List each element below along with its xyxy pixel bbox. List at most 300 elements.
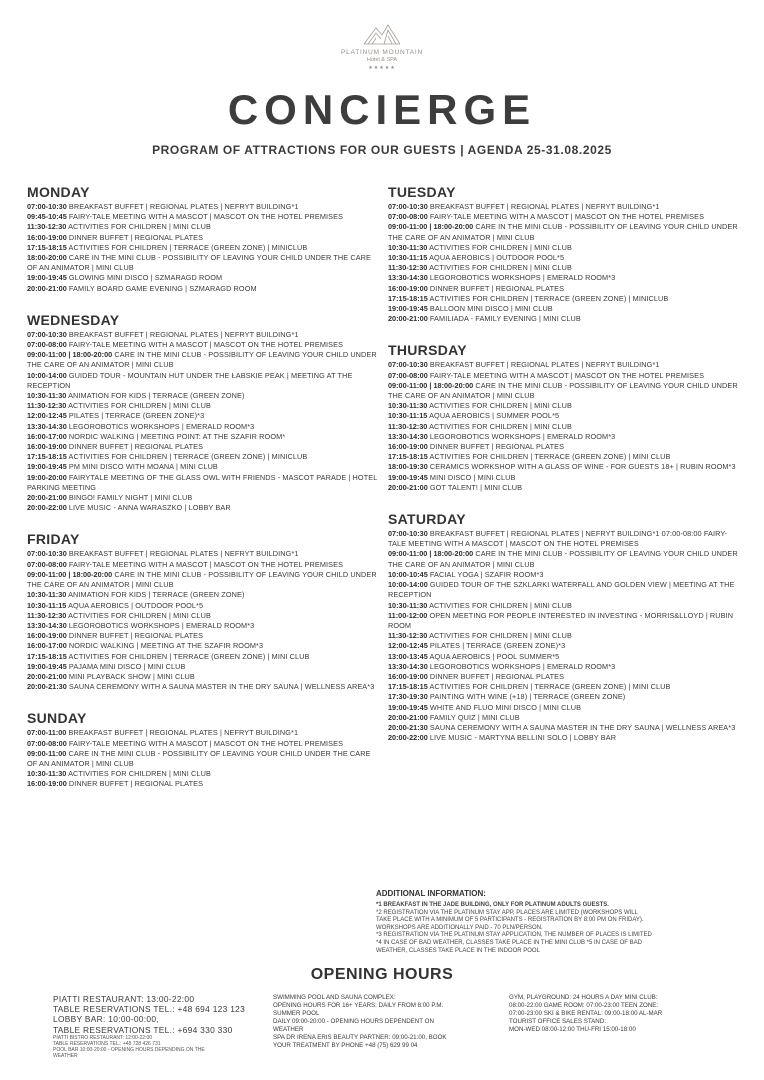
event-time: 09:00-11:00 bbox=[27, 748, 67, 758]
event-time: 07:00-11:00 bbox=[27, 728, 67, 738]
event-time: 20:00-22:00 bbox=[388, 733, 428, 743]
opening-hours-title: OPENING HOURS bbox=[310, 966, 454, 983]
event-time: 13:00-13:45 bbox=[388, 651, 428, 661]
event-description: FAIRY-TALE MEETING WITH A MASCOT | MASCOT ON THE HOTEL PREMISES bbox=[66, 559, 344, 569]
text-line: OPENING HOURS FOR 16+ YEARS: DAILY FROM 8:00 P.M. bbox=[273, 1002, 444, 1009]
event-item bbox=[388, 662, 740, 672]
event-time: 16:00-17:00 bbox=[27, 641, 67, 651]
event-time: 12:00-12:45 bbox=[388, 641, 428, 651]
event-item bbox=[27, 273, 379, 283]
event-item bbox=[27, 621, 379, 631]
event-description: LIVE MUSIC - MARTYNA BELLINI SOLO | LOBBY BAR bbox=[427, 733, 617, 743]
text-line: SWIMMING POOL AND SAUNA COMPLEX: bbox=[273, 994, 396, 1001]
day-sunday bbox=[27, 710, 379, 789]
event-item bbox=[27, 462, 379, 472]
event-time: 19:00-19:45 bbox=[388, 472, 428, 482]
event-time: 13:30-14:30 bbox=[388, 431, 428, 441]
event-time: 11:30-12:30 bbox=[27, 401, 67, 411]
event-item bbox=[388, 202, 740, 212]
event-description: BREAKFAST BUFFET | REGIONAL PLATES | NEFRYT BUILDING*1 bbox=[66, 202, 299, 211]
event-description: BREAKFAST BUFFET | REGIONAL PLATES | NEFRYT BUILDING*1 bbox=[66, 728, 299, 738]
event-item bbox=[388, 422, 740, 432]
event-time: 10:30-11:30 bbox=[388, 600, 428, 610]
event-description: AQUA AEROBICS | OUTDOOR POOL*5 bbox=[427, 253, 565, 263]
event-item bbox=[388, 483, 740, 493]
event-description: LEGOROBOTICS WORKSHOPS | EMERALD ROOM*3 bbox=[427, 661, 616, 671]
event-item bbox=[27, 590, 379, 600]
event-item bbox=[27, 212, 379, 222]
event-description: ACTIVITIES FOR CHILDREN | TERRACE (GREEN ZONE) | MINI CLUB bbox=[427, 682, 671, 692]
event-time: 16:00-19:00 bbox=[27, 631, 67, 641]
event-time: 07:00-08:00 bbox=[27, 340, 67, 350]
event-description: FACIAL YOGA | SZAFIR ROOM*3 bbox=[427, 569, 544, 579]
event-item bbox=[388, 601, 740, 611]
text-line: POOL BAR 10:00-20:00 - OPENING HOURS DEPENDING ON THE bbox=[53, 1046, 205, 1053]
event-time: 10:00-14:00 bbox=[27, 370, 67, 380]
event-item bbox=[388, 549, 740, 569]
text-line: YOUR TREATMENT BY PHONE +48 (75) 629 99 04 bbox=[273, 1042, 418, 1049]
event-time: 13:30-14:30 bbox=[27, 620, 67, 630]
event-description: ACTIVITIES FOR CHILDREN | MINI CLUB bbox=[66, 769, 211, 779]
event-time: 13:30-14:30 bbox=[388, 273, 428, 283]
event-description: FAIRY-TALE MEETING WITH A MASCOT | MASCOT ON THE HOTEL PREMISES bbox=[66, 738, 344, 748]
event-time: 07:00-08:00 bbox=[388, 212, 428, 222]
event-item bbox=[27, 243, 379, 253]
mountain-logo-icon bbox=[362, 22, 402, 46]
event-item bbox=[388, 452, 740, 462]
page-subtitle: PROGRAM OF ATTRACTIONS FOR OUR GUESTS | AGENDA 25-31.08.2025 bbox=[152, 143, 612, 157]
event-time: 07:00-10:30 bbox=[388, 529, 428, 539]
text-line: DAILY 09:00-20:00 - OPENING HOURS DEPENDENT ON bbox=[273, 1018, 434, 1025]
event-description: ACTIVITIES FOR CHILDREN | TERRACE (GREEN ZONE) | MINICLUB bbox=[66, 242, 308, 252]
event-time: 11:30-12:30 bbox=[27, 610, 67, 620]
event-item bbox=[27, 371, 379, 391]
day-wednesday bbox=[27, 312, 379, 514]
event-time: 10:30-11:30 bbox=[388, 242, 428, 252]
event-item bbox=[388, 442, 740, 452]
event-description: BALLOON MINI DISCO | MINI CLUB bbox=[427, 304, 553, 314]
event-description: ACTIVITIES FOR CHILDREN | MINI CLUB bbox=[427, 631, 572, 641]
text-line: SPA DR IRENA ERIS BEAUTY PARTNER: 09:00-21:00, BOOK bbox=[273, 1034, 447, 1041]
event-item bbox=[27, 570, 379, 590]
event-description: DINNER BUFFET | REGIONAL PLATES bbox=[427, 671, 565, 681]
event-description: CARE IN THE MINI CLUB - POSSIBILITY OF LEAVING YOUR CHILD UNDER THE CARE OF AN ANIMATOR | MINI CLUB bbox=[388, 380, 738, 401]
event-item bbox=[27, 222, 379, 232]
event-time: 16:00-19:00 bbox=[27, 442, 67, 452]
event-item bbox=[388, 273, 740, 283]
event-time: 10:30-11:15 bbox=[27, 600, 67, 610]
event-description: CERAMICS WORKSHOP WITH A GLASS OF WINE - FOR GUESTS 18+ | RUBIN ROOM*3 bbox=[427, 462, 736, 472]
hotel-logo bbox=[0, 22, 764, 71]
opening-hours-facilities bbox=[509, 994, 729, 1034]
event-time: 09:00-11:00 | 18:00-20:00 bbox=[388, 222, 474, 232]
event-time: 11:30-12:30 bbox=[388, 631, 428, 641]
event-description: ACTIVITIES FOR CHILDREN | MINI CLUB bbox=[427, 600, 572, 610]
event-time: 18:00-19:30 bbox=[388, 462, 428, 472]
event-item bbox=[388, 570, 740, 580]
text-line: SUMMER POOL bbox=[273, 1010, 320, 1017]
schedule-left-column bbox=[27, 184, 379, 808]
event-time: 07:00-10:30 bbox=[27, 549, 67, 559]
event-time: 19:00-19:45 bbox=[388, 304, 428, 314]
event-description: LEGOROBOTICS WORKSHOPS | EMERALD ROOM*3 bbox=[66, 421, 255, 431]
event-description: NORDIC WALKING | MEETING AT THE SZAFIR ROOM*3 bbox=[66, 641, 264, 651]
additional-info-title: ADDITIONAL INFORMATION: bbox=[376, 889, 486, 898]
event-time: 20:00-21:00 bbox=[27, 493, 67, 503]
event-description: ACTIVITIES FOR CHILDREN | TERRACE (GREEN ZONE) | MINI CLUB bbox=[427, 452, 671, 462]
event-description: GLOWING MINI DISCO | SZMARAGD ROOM bbox=[66, 273, 223, 283]
event-time: 09:00-11:00 | 18:00-20:00 bbox=[27, 569, 113, 579]
event-description: ACTIVITIES FOR CHILDREN | MINI CLUB bbox=[66, 610, 211, 620]
text-line: LOBBY BAR: 10:00-00:00, bbox=[53, 1014, 159, 1025]
event-item bbox=[27, 411, 379, 421]
event-time: 17:15-18:15 bbox=[27, 452, 67, 462]
event-item bbox=[27, 769, 379, 779]
event-time: 16:00-19:00 bbox=[27, 232, 67, 242]
event-time: 12:00-12:45 bbox=[27, 411, 67, 421]
event-item bbox=[388, 723, 740, 733]
event-time: 16:00-19:00 bbox=[388, 671, 428, 681]
event-item bbox=[388, 381, 740, 401]
event-description: CARE IN THE MINI CLUB - POSSIBILITY OF LEAVING YOUR CHILD UNDER THE CARE OF AN ANIMATOR | MINI CLUB bbox=[27, 569, 377, 590]
event-item bbox=[388, 631, 740, 641]
event-item bbox=[388, 713, 740, 723]
event-item bbox=[27, 662, 379, 672]
event-description: CARE IN THE MINI CLUB - POSSIBILITY OF LEAVING YOUR CHILD UNDER THE CARE OF AN ANIMATOR | MINI CLUB bbox=[388, 549, 738, 569]
event-item bbox=[27, 452, 379, 462]
event-time: 17:15-18:15 bbox=[27, 242, 67, 252]
event-description: CARE IN THE MINI CLUB - POSSIBILITY OF LEAVING YOUR CHILD UNDER THE CARE OF AN ANIMATOR | MINI CLUB bbox=[27, 748, 371, 768]
brand-name: PLATINUM MOUNTAIN bbox=[341, 49, 423, 56]
event-description: ACTIVITIES FOR CHILDREN | MINI CLUB bbox=[66, 401, 211, 411]
event-time: 10:00-10:45 bbox=[388, 569, 428, 579]
event-item bbox=[27, 330, 379, 340]
event-description: ACTIVITIES FOR CHILDREN | MINI CLUB bbox=[427, 263, 572, 273]
event-time: 09:00-11:00 | 18:00-20:00 bbox=[388, 380, 474, 390]
event-time: 16:00-19:00 bbox=[27, 779, 67, 789]
event-item bbox=[27, 202, 379, 212]
event-time: 07:00-10:30 bbox=[388, 202, 428, 211]
event-description: AQUA AEROBICS | SUMMER POOL*5 bbox=[427, 411, 560, 421]
event-time: 11:30-12:30 bbox=[388, 263, 428, 273]
event-description: ANIMATION FOR KIDS | TERRACE (GREEN ZONE) bbox=[66, 590, 245, 600]
event-time: 10:30-11:15 bbox=[388, 253, 428, 263]
brand-subtitle: Hotel & SPA bbox=[366, 57, 398, 63]
event-description: BREAKFAST BUFFET | REGIONAL PLATES | NEFRYT BUILDING*1 bbox=[66, 549, 299, 559]
event-item bbox=[388, 611, 740, 631]
event-time: 19:00-19:45 bbox=[388, 702, 428, 712]
event-description: PILATES | TERRACE (GREEN ZONE)*3 bbox=[66, 411, 205, 421]
text-line: TABLE RESERVATIONS TEL.: +48 694 123 123 bbox=[53, 1004, 246, 1015]
event-item bbox=[27, 503, 379, 513]
text-line: WEATHER, CLASSES TAKE PLACE IN THE INDOOR POOL bbox=[376, 947, 540, 954]
text-line: *4 IN CASE OF BAD WEATHER, CLASSES TAKE PLACE IN THE MINI CLUB *5 IN CASE OF BAD bbox=[376, 939, 642, 946]
event-description: FAIRY-TALE MEETING WITH A MASCOT | MASCOT ON THE HOTEL PREMISES bbox=[427, 370, 705, 380]
event-time: 07:00-10:30 bbox=[388, 360, 428, 370]
text-line: WORKSHOPS ARE ADDITIONALLY PAID - 70 PLN/PERSON. bbox=[376, 924, 543, 931]
event-time: 19:00-19:45 bbox=[27, 661, 67, 671]
event-item bbox=[388, 473, 740, 483]
event-description: ACTIVITIES FOR CHILDREN | MINI CLUB bbox=[66, 222, 211, 232]
event-item bbox=[388, 672, 740, 682]
event-description: ACTIVITIES FOR CHILDREN | MINI CLUB bbox=[427, 401, 572, 411]
text-line: TABLE RESERVATIONS TEL.: +694 330 330 bbox=[53, 1024, 233, 1035]
opening-hours-restaurants bbox=[53, 994, 268, 1059]
event-time: 17:30-19:30 bbox=[388, 692, 428, 702]
event-description: ACTIVITIES FOR CHILDREN | TERRACE (GREEN ZONE) | MINI CLUB bbox=[66, 651, 310, 661]
event-time: 13:30-14:30 bbox=[388, 661, 428, 671]
event-time: 10:30-11:15 bbox=[388, 411, 428, 421]
event-description: DINNER BUFFET | REGIONAL PLATES bbox=[66, 631, 204, 641]
event-description: BINGO! FAMILY NIGHT | MINI CLUB bbox=[66, 493, 193, 503]
day-friday bbox=[27, 531, 379, 692]
event-description: DINNER BUFFET | REGIONAL PLATES bbox=[427, 442, 565, 452]
event-time: 20:00-21:00 bbox=[27, 283, 67, 293]
event-description: LEGOROBOTICS WORKSHOPS | EMERALD ROOM*3 bbox=[427, 273, 616, 283]
event-description: FAIRYTALE MEETING OF THE GLASS OWL WITH FRIENDS - MASCOT PARADE | HOTEL PARKING MEETING bbox=[27, 472, 378, 492]
event-item bbox=[27, 631, 379, 641]
event-description: GOT TALENT! | MINI CLUB bbox=[427, 482, 523, 492]
event-item bbox=[388, 253, 740, 263]
star-rating: ★★★★★ bbox=[368, 65, 396, 71]
event-time: 20:00-21:30 bbox=[388, 722, 428, 732]
day-saturday bbox=[388, 511, 740, 743]
event-time: 07:00-08:00 bbox=[27, 738, 67, 748]
event-item bbox=[27, 473, 379, 493]
event-item bbox=[388, 529, 740, 549]
event-item bbox=[27, 641, 379, 651]
event-description: ACTIVITIES FOR CHILDREN | MINI CLUB bbox=[427, 421, 572, 431]
event-description: PM MINI DISCO WITH MOANA | MINI CLUB bbox=[66, 462, 218, 472]
event-description: AQUA AEROBICS | OUTDOOR POOL*5 bbox=[66, 600, 204, 610]
event-description: ANIMATION FOR KIDS | TERRACE (GREEN ZONE) bbox=[66, 391, 245, 401]
event-time: 11:00-12:00 bbox=[388, 610, 428, 620]
event-time: 11:30-12:30 bbox=[27, 222, 67, 232]
event-description: AQUA AEROBICS | POOL SUMMER*5 bbox=[427, 651, 560, 661]
event-item bbox=[388, 243, 740, 253]
text-line: *2 REGISTRATION VIA THE PLATINUM STAY APP, PLACES ARE LIMITED (WORKSHOPS WILL bbox=[376, 909, 638, 916]
event-description: ACTIVITIES FOR CHILDREN | TERRACE (GREEN ZONE) | MINICLUB bbox=[66, 452, 308, 462]
event-description: CARE IN THE MINI CLUB - POSSIBILITY OF LEAVING YOUR CHILD UNDER THE CARE OF AN ANIMATOR | MINI CLUB bbox=[27, 253, 371, 273]
event-item bbox=[27, 442, 379, 452]
event-time: 16:00-19:00 bbox=[388, 283, 428, 293]
event-time: 17:15-18:15 bbox=[388, 452, 428, 462]
day-heading: FRIDAY bbox=[27, 531, 80, 548]
text-line: TABLE RESERVATIONS TEL.: +48 728 426 731 bbox=[53, 1040, 161, 1047]
text-line: MON-WED 08:00-12:00 THU-FRI 15:00-18:00 bbox=[509, 1026, 636, 1033]
event-item bbox=[388, 703, 740, 713]
event-item bbox=[27, 422, 379, 432]
event-time: 20:00-21:00 bbox=[388, 712, 428, 722]
day-heading: WEDNESDAY bbox=[27, 311, 120, 328]
event-item bbox=[388, 682, 740, 692]
text-line: *1 BREAKFAST IN THE JADE BUILDING, ONLY FOR PLATINUM ADULTS GUESTS. bbox=[376, 902, 609, 908]
event-item bbox=[27, 601, 379, 611]
event-time: 07:00-08:00 bbox=[388, 370, 428, 380]
event-description: FAMILIADA - FAMILY EVENING | MINI CLUB bbox=[427, 314, 581, 324]
event-item bbox=[388, 411, 740, 421]
text-line: 07:00-23:00 SKI & BIKE RENTAL: 09:00-18:00 AL-MAR bbox=[509, 1010, 663, 1017]
event-item bbox=[388, 432, 740, 442]
event-description: LIVE MUSIC - ANNA WARASZKO | LOBBY BAR bbox=[66, 503, 231, 513]
event-time: 10:30-11:30 bbox=[388, 401, 428, 411]
day-heading: THURSDAY bbox=[388, 342, 467, 359]
event-item bbox=[388, 360, 740, 370]
event-item bbox=[27, 493, 379, 503]
schedule-right-column bbox=[388, 184, 740, 761]
event-item bbox=[27, 284, 379, 294]
event-description: MINI DISCO | MINI CLUB bbox=[427, 472, 516, 482]
text-line: WEATHER bbox=[53, 1052, 78, 1059]
event-description: GUIDED TOUR - MOUNTAIN HUT UNDER THE ŁABSKIE PEAK | MEETING AT THE RECEPTION bbox=[27, 370, 353, 390]
event-time: 09:00-11:00 | 18:00-20:00 bbox=[27, 350, 113, 360]
event-time: 16:00-17:00 bbox=[27, 431, 67, 441]
event-item bbox=[27, 549, 379, 559]
event-time: 18:00-20:00 bbox=[27, 253, 67, 263]
event-time: 20:00-21:30 bbox=[27, 682, 67, 692]
event-description: LEGOROBOTICS WORKSHOPS | EMERALD ROOM*3 bbox=[66, 620, 255, 630]
event-item bbox=[388, 371, 740, 381]
event-description: DINNER BUFFET | REGIONAL PLATES bbox=[66, 232, 204, 242]
event-item bbox=[27, 739, 379, 749]
event-item bbox=[27, 682, 379, 692]
event-item bbox=[27, 391, 379, 401]
text-line: PIATTI RESTAURANT: 13:00-22:00 bbox=[53, 994, 195, 1004]
event-item bbox=[27, 401, 379, 411]
page-title: CONCIERGE bbox=[227, 86, 537, 133]
event-item bbox=[388, 641, 740, 651]
event-time: 10:30-11:30 bbox=[27, 769, 67, 779]
event-description: FAMILY BOARD GAME EVENING | SZMARAGD ROOM bbox=[66, 283, 257, 293]
text-line: TOURIST OFFICE SALES STAND: bbox=[509, 1018, 606, 1025]
day-monday bbox=[27, 184, 379, 294]
event-item bbox=[27, 611, 379, 621]
event-time: 10:30-11:30 bbox=[27, 391, 67, 401]
event-description: BREAKFAST BUFFET | REGIONAL PLATES | NEFRYT BUILDING*1 bbox=[427, 360, 660, 370]
event-time: 17:15-18:15 bbox=[388, 682, 428, 692]
day-heading: TUESDAY bbox=[388, 184, 456, 200]
event-item bbox=[27, 728, 379, 738]
text-line: 08:00-22:00 GAME ROOM: 07:00-23:00 TEEN ZONE: bbox=[509, 1002, 659, 1009]
event-time: 11:30-12:30 bbox=[388, 421, 428, 431]
event-time: 07:00-08:00 bbox=[27, 559, 67, 569]
event-time: 19:00-19:45 bbox=[27, 462, 67, 472]
event-item bbox=[388, 580, 740, 600]
event-description: DINNER BUFFET | REGIONAL PLATES bbox=[66, 779, 204, 789]
text-line: GYM, PLAYGROUND: 24 HOURS A DAY MINI CLUB: bbox=[509, 994, 658, 1001]
event-description: FAMILY QUIZ | MINI CLUB bbox=[427, 712, 520, 722]
day-heading: MONDAY bbox=[27, 184, 90, 200]
event-time: 10:30-11:30 bbox=[27, 590, 67, 600]
additional-info-lines bbox=[376, 902, 736, 955]
event-item bbox=[27, 779, 379, 789]
opening-hours-pool-spa bbox=[273, 994, 493, 1050]
event-description: WHITE AND FLUO MINI DISCO | MINI CLUB bbox=[427, 702, 582, 712]
event-time: 17:15-18:15 bbox=[388, 293, 428, 303]
event-time: 20:00-22:00 bbox=[27, 503, 67, 513]
event-item bbox=[27, 233, 379, 243]
event-time: 09:00-11:00 | 18:00-20:00 bbox=[388, 549, 474, 559]
event-item bbox=[388, 314, 740, 324]
event-time: 10:00-14:00 bbox=[388, 580, 428, 590]
event-item bbox=[388, 733, 740, 743]
event-time: 20:00-21:00 bbox=[388, 482, 428, 492]
event-description: OPEN MEETING FOR PEOPLE INTERESTED IN INVESTING - MORRIS&LLOYD | RUBIN ROOM bbox=[388, 610, 734, 630]
additional-info bbox=[376, 889, 736, 955]
event-description: FAIRY-TALE MEETING WITH A MASCOT | MASCOT ON THE HOTEL PREMISES bbox=[66, 340, 344, 350]
event-item bbox=[27, 672, 379, 682]
event-item bbox=[27, 253, 379, 273]
event-time: 07:00-10:30 bbox=[27, 329, 67, 339]
event-item bbox=[27, 652, 379, 662]
event-item bbox=[27, 432, 379, 442]
event-description: BREAKFAST BUFFET | REGIONAL PLATES | NEFRYT BUILDING*1 07:00-08:00 FAIRY-TALE MEETING WITH A MASCOT | MASCOT ON THE HOTEL PREMISES bbox=[388, 529, 728, 549]
event-description: LEGOROBOTICS WORKSHOPS | EMERALD ROOM*3 bbox=[427, 431, 616, 441]
event-description: DINNER BUFFET | REGIONAL PLATES bbox=[66, 442, 204, 452]
event-item bbox=[388, 401, 740, 411]
event-time: 20:00-21:00 bbox=[388, 314, 428, 324]
event-description: CARE IN THE MINI CLUB - POSSIBILITY OF LEAVING YOUR CHILD UNDER THE CARE OF AN ANIMATOR | MINI CLUB bbox=[388, 222, 738, 242]
event-description: CARE IN THE MINI CLUB - POSSIBILITY OF LEAVING YOUR CHILD UNDER THE CARE OF AN ANIMATOR | MINI CLUB bbox=[27, 350, 377, 370]
event-description: BREAKFAST BUFFET | REGIONAL PLATES | NEFRYT BUILDING*1 bbox=[66, 329, 299, 339]
event-item bbox=[27, 749, 379, 769]
event-time: 19:00-19:45 bbox=[27, 273, 67, 283]
text-line: WEATHER bbox=[273, 1026, 304, 1033]
text-line: PIATTI BISTRO RESTAURANT: 12:00-22:00 bbox=[53, 1034, 153, 1041]
event-description: SAUNA CEREMONY WITH A SAUNA MASTER IN THE DRY SAUNA | WELLNESS AREA*3 bbox=[427, 722, 736, 732]
text-line: *3 REGISTRATION VIA THE PLATINUM STAY APPLICATION, THE NUMBER OF PLACES IS LIMITED bbox=[376, 932, 652, 939]
event-description: ACTIVITIES FOR CHILDREN | TERRACE (GREEN ZONE) | MINICLUB bbox=[427, 293, 669, 303]
event-description: FAIRY-TALE MEETING WITH A MASCOT | MASCOT ON THE HOTEL PREMISES bbox=[66, 212, 344, 222]
event-item bbox=[388, 263, 740, 273]
day-heading: SUNDAY bbox=[27, 710, 87, 727]
event-item bbox=[27, 560, 379, 570]
event-item bbox=[388, 304, 740, 314]
event-description: NORDIC WALKING | MEETING POINT: AT THE SZAFIR ROOM* bbox=[66, 431, 286, 441]
event-description: ACTIVITIES FOR CHILDREN | MINI CLUB bbox=[427, 242, 572, 252]
event-time: 17:15-18:15 bbox=[27, 651, 67, 661]
event-description: MINI PLAYBACK SHOW | MINI CLUB bbox=[66, 671, 195, 681]
event-time: 07:00-10:30 bbox=[27, 202, 67, 211]
event-time: 09:45-10:45 bbox=[27, 212, 67, 222]
event-time: 20:00-21:00 bbox=[27, 671, 67, 681]
event-description: PAINTING WITH WINE (+18) | TERRACE (GREEN ZONE) bbox=[427, 692, 626, 702]
event-time: 19:00-20:00 bbox=[27, 472, 67, 482]
day-heading: SATURDAY bbox=[388, 511, 466, 528]
event-description: DINNER BUFFET | REGIONAL PLATES bbox=[427, 283, 565, 293]
event-item bbox=[27, 350, 379, 370]
text-line: TAKE PLACE WITH A MINIMUM OF 5 PARTICIPANTS - REGISTRATION BY 8:00 PM ON FRIDAY). bbox=[376, 917, 644, 924]
day-tuesday bbox=[388, 184, 740, 324]
event-description: SAUNA CEREMONY WITH A SAUNA MASTER IN THE DRY SAUNA | WELLNESS AREA*3 bbox=[66, 682, 375, 692]
event-time: 16:00-19:00 bbox=[388, 442, 428, 452]
event-item bbox=[27, 340, 379, 350]
event-item bbox=[388, 284, 740, 294]
event-item bbox=[388, 222, 740, 242]
event-time: 13:30-14:30 bbox=[27, 421, 67, 431]
day-thursday bbox=[388, 342, 740, 493]
event-item bbox=[388, 462, 740, 472]
event-description: GUIDED TOUR OF THE SZKLARKI WATERFALL AND GOLDEN VIEW | MEETING AT THE RECEPTION bbox=[388, 580, 735, 600]
event-item bbox=[388, 692, 740, 702]
event-description: PILATES | TERRACE (GREEN ZONE)*3 bbox=[427, 641, 566, 651]
event-description: FAIRY-TALE MEETING WITH A MASCOT | MASCOT ON THE HOTEL PREMISES bbox=[427, 212, 705, 222]
event-item bbox=[388, 212, 740, 222]
event-description: BREAKFAST BUFFET | REGIONAL PLATES | NEFRYT BUILDING*1 bbox=[427, 202, 660, 211]
event-item bbox=[388, 294, 740, 304]
event-item bbox=[388, 652, 740, 662]
event-description: PAJAMA MINI DISCO | MINI CLUB bbox=[66, 661, 186, 671]
